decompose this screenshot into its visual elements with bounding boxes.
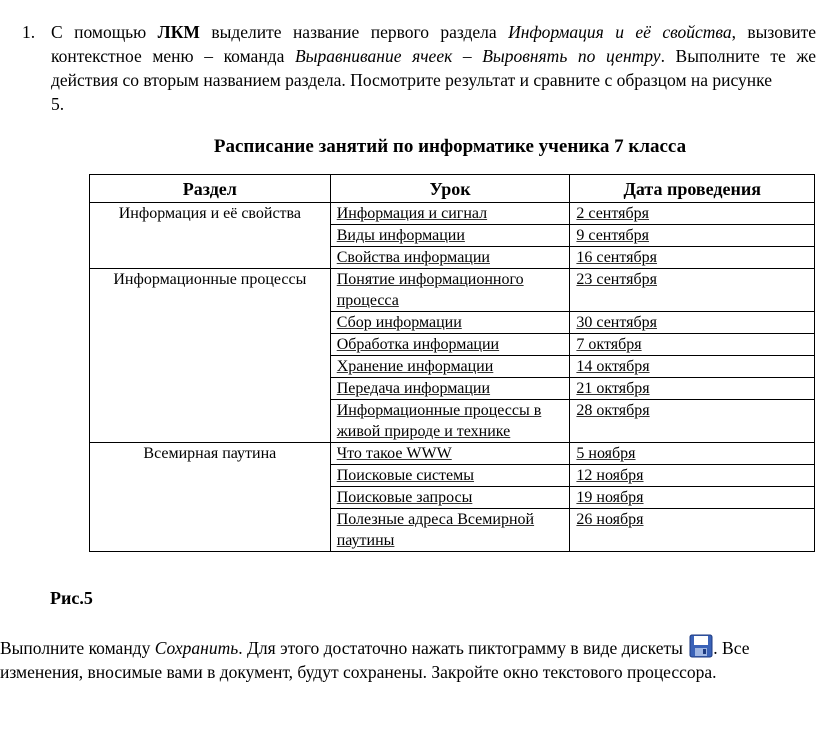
date-text: 23 сентября xyxy=(576,271,658,288)
lesson-text: Свойства информации xyxy=(336,249,490,266)
lesson-cell xyxy=(330,378,570,400)
instruction-run: ЛКМ xyxy=(157,22,200,42)
schedule-table xyxy=(89,174,815,552)
instruction-run: выделите название первого раздела xyxy=(199,22,509,42)
lesson-cell xyxy=(330,225,570,247)
table-row xyxy=(90,269,815,312)
instruction-run: С помощью xyxy=(51,22,158,42)
lesson-cell xyxy=(330,203,570,225)
lesson-cell xyxy=(330,400,570,443)
floppy-disk-save-icon[interactable] xyxy=(689,634,713,658)
instruction-paragraph xyxy=(22,20,816,116)
date-text: 21 октября xyxy=(576,380,650,397)
section-cell: Информационные процессы xyxy=(90,269,331,443)
lesson-cell xyxy=(330,487,570,509)
instruction-text xyxy=(51,20,816,116)
date-cell xyxy=(570,487,815,509)
date-text: 14 октября xyxy=(576,358,650,375)
lesson-text: Поисковые системы xyxy=(336,467,475,484)
date-text: 28 октября xyxy=(576,402,650,419)
instruction-run: . Выполните те же xyxy=(660,46,816,66)
date-cell xyxy=(570,312,815,334)
lesson-cell xyxy=(330,356,570,378)
date-text: 2 сентября xyxy=(576,205,650,222)
lesson-text: Поисковые запросы xyxy=(336,489,473,506)
figure-caption: Рис.5 xyxy=(50,588,93,608)
section-cell: Информация и её свойства xyxy=(90,203,331,269)
save-text-part2: . Для этого достаточно нажать пиктограмму в виде дискеты xyxy=(238,638,683,658)
instruction-line xyxy=(51,20,816,44)
lesson-text: Передача информации xyxy=(336,380,491,397)
header-lesson: Урок xyxy=(330,175,570,203)
date-cell xyxy=(570,465,815,487)
lesson-text: Хранение информации xyxy=(336,358,494,375)
table-row xyxy=(90,203,815,225)
date-text: 7 октября xyxy=(576,336,642,353)
save-text-part1: Выполните команду xyxy=(0,638,155,658)
header-section: Раздел xyxy=(90,175,331,203)
save-command: Сохранить xyxy=(154,638,239,658)
date-cell xyxy=(570,400,815,443)
lesson-cell xyxy=(330,334,570,356)
date-cell xyxy=(570,356,815,378)
save-text-part3: . Все xyxy=(713,638,750,658)
date-cell xyxy=(570,247,815,269)
lesson-text: Информация и сигнал xyxy=(336,205,488,222)
lesson-text: Информационные процессы в живой природе и технике xyxy=(336,402,542,440)
date-cell xyxy=(570,378,815,400)
date-cell xyxy=(570,334,815,356)
date-text: 12 ноября xyxy=(576,467,644,484)
lesson-cell xyxy=(330,312,570,334)
save-paragraph xyxy=(0,634,816,684)
list-number: 1. xyxy=(22,22,36,42)
date-text: 16 сентября xyxy=(576,249,658,266)
lesson-text: Виды информации xyxy=(336,227,465,244)
date-cell xyxy=(570,443,815,465)
lesson-text: Сбор информации xyxy=(336,314,462,331)
header-date: Дата проведения xyxy=(570,175,815,203)
date-text: 19 ноября xyxy=(576,489,644,506)
table-header-row xyxy=(90,175,815,203)
instruction-run: контекстное меню – команда xyxy=(51,46,295,66)
instruction-run: , вызовите xyxy=(731,22,816,42)
date-cell xyxy=(570,203,815,225)
lesson-text: Полезные адреса Всемирной паутины xyxy=(336,511,535,549)
instruction-line xyxy=(51,44,816,68)
date-text: 5 ноября xyxy=(576,445,636,462)
date-text: 30 сентября xyxy=(576,314,658,331)
lesson-cell xyxy=(330,247,570,269)
lesson-cell xyxy=(330,509,570,552)
lesson-cell xyxy=(330,465,570,487)
date-text: 9 сентября xyxy=(576,227,650,244)
instruction-run: 5. xyxy=(51,94,65,114)
table-row xyxy=(90,443,815,465)
date-text: 26 ноября xyxy=(576,511,644,528)
section-cell: Всемирная паутина xyxy=(90,443,331,552)
instruction-line xyxy=(51,68,816,92)
date-cell xyxy=(570,509,815,552)
instruction-run: Выравнивание ячеек – Выровнять по центру xyxy=(294,46,661,66)
instruction-run: Информация и её свойства xyxy=(508,22,732,42)
lesson-cell xyxy=(330,443,570,465)
instruction-run: действия со вторым названием раздела. Посмотрите результат и сравните с образцом на рисунке xyxy=(51,70,773,90)
save-text-line2: изменения, вносимые вами в документ, будут сохранены. Закройте окно текстового процессора. xyxy=(0,662,717,682)
date-cell xyxy=(570,269,815,312)
lesson-text: Понятие информационного процесса xyxy=(336,271,524,309)
date-cell xyxy=(570,225,815,247)
instruction-line xyxy=(51,92,816,116)
table-title: Расписание занятий по информатике ученика 7 класса xyxy=(213,136,687,157)
lesson-text: Что такое WWW xyxy=(336,445,452,462)
lesson-text: Обработка информации xyxy=(336,336,500,353)
lesson-cell xyxy=(330,269,570,312)
